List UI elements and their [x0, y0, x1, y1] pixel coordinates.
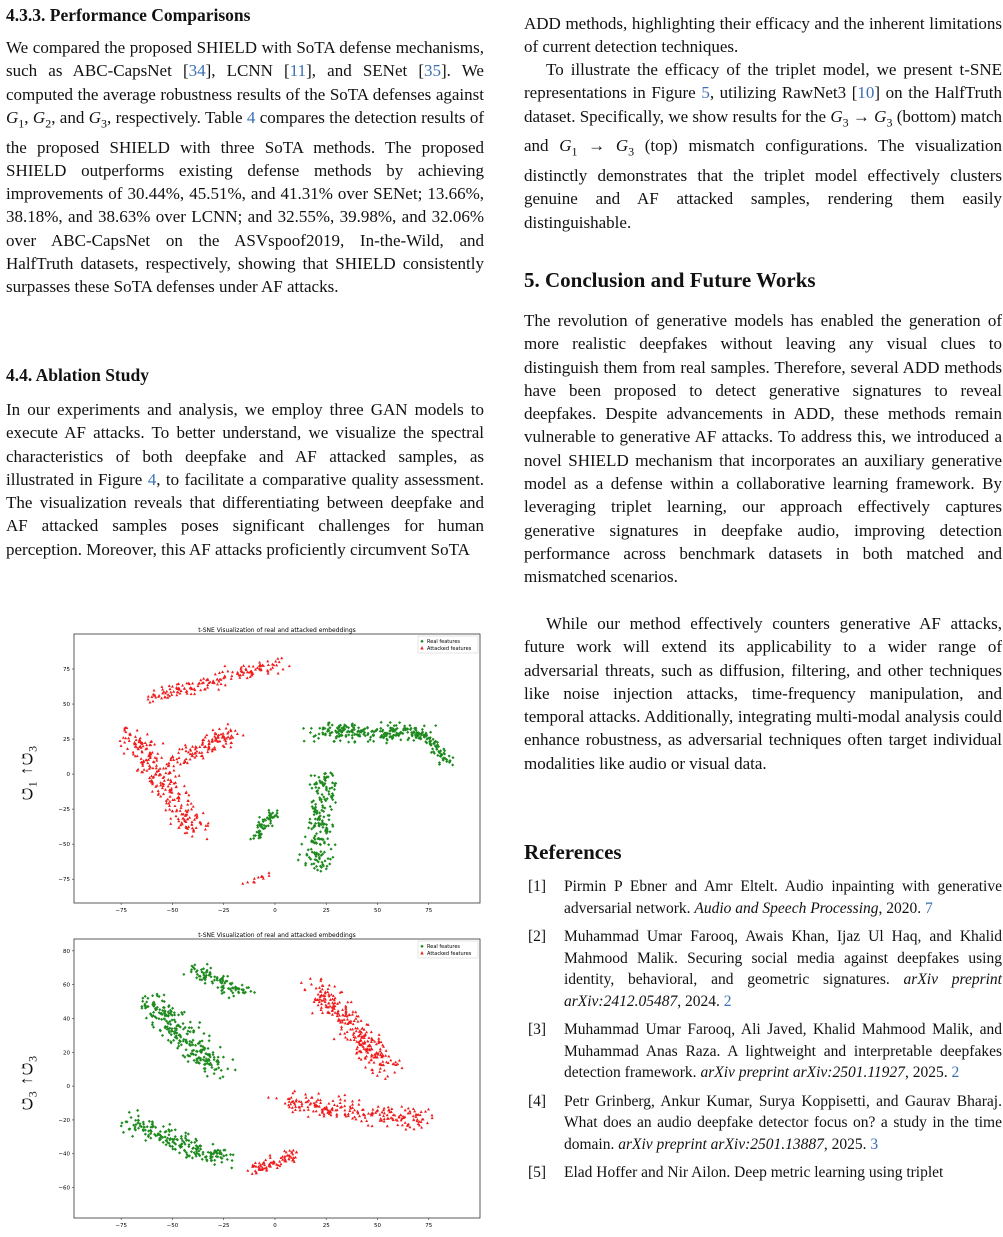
citation-link[interactable]: 10 [857, 83, 875, 103]
section-heading-4-4: 4.4. Ablation Study [6, 365, 149, 385]
ablation-study-paragraph: In our experiments and analysis, we employ three GAN models to execute AF attacks. To better understand, we visualize the spectral characteristics of both deepfake and AF attacked samples, as illustrated in Figure 4, to facilitate a comparative quality assessment. The visualization reveals that differentiating between deepfake and AF attacked samples poses significant challenges for human perception. Moreover, this AF attacks proficiently circumvent SoTA [6, 400, 485, 559]
y-tick-label: 40 [63, 1016, 70, 1023]
math-subscript: 1 [18, 116, 25, 131]
citation-link[interactable]: 5 [701, 83, 710, 103]
y-tick-label: 75 [63, 667, 70, 674]
citation-link[interactable]: 4 [147, 469, 157, 489]
x-tick-label: −50 [166, 1223, 179, 1229]
references-heading: References [524, 840, 622, 864]
plot-ylabel-bottom: $G_3\to G_3$ [18, 1055, 40, 1114]
math-symbol: G [6, 107, 19, 127]
math-symbol: G [32, 107, 46, 127]
math-subscript: 3 [628, 144, 635, 159]
reference-venue: arXiv preprint arXiv:2501.13887 [618, 1135, 824, 1153]
reference-number: [3] [528, 1021, 547, 1038]
x-tick-label: 0 [273, 908, 277, 914]
x-tick-label: 50 [373, 908, 381, 914]
y-tick-label: 20 [63, 1050, 70, 1057]
x-tick-label: −25 [217, 908, 230, 914]
tsne-paragraph: To illustrate the efficacy of the triplet model, we present t-SNE representations in Figure 5, utilizing RawNet3 [10] on the HalfTruth dataset. Specifically, we show results for the $G_3 \to G_3$ (bottom) match and $G_1 \to G_3$ (top) mismatch configurations. The visualization distinctly demonstrates that the triplet model effectively clusters genuine and AF attacked samples, rendering them easily distinguishable. [524, 60, 1003, 232]
section-heading-5: 5. Conclusion and Future Works [524, 268, 816, 292]
x-tick-label: 25 [322, 1223, 330, 1229]
x-tick-label: −75 [115, 908, 127, 914]
x-tick-label: 75 [425, 1223, 433, 1229]
reference-item: [5] Elad Hoffer and Nir Ailon. Deep metric learning using triplet [524, 1162, 1002, 1184]
citation-link[interactable]: 35 [424, 61, 442, 81]
y-tick-label: 0 [66, 772, 70, 779]
citation-link[interactable]: 4 [246, 107, 256, 127]
x-tick-label: 75 [425, 908, 433, 914]
x-tick-label: 25 [322, 908, 330, 914]
y-tick-label: 60 [63, 982, 70, 989]
plot-frame [74, 939, 480, 1218]
performance-comparisons-paragraph: We compared the proposed SHIELD with SoTA defense mechanisms, such as ABC-CapsNet [34], LCNN [11], and SENet [35]. We computed the average robustness results of the SoTA defenses against $G_1$, $G_2$, and $G_3$, respectively. Table 4 compares the detection results of the proposed SHIELD with three SoTA methods. The proposed SHIELD outperforms existing defense methods by achieving improvements of 30.44%, 45.51%, and 41.31% over SENet; 13.66%, 38.18%, and 38.63% over LCNN; and 32.55%, 39.98%, and 32.06% over ABC-CapsNet on the ASVspoof2019, In-the-Wild, and HalfTruth datasets, respectively, showing that SHIELD consistently surpasses these SoTA defenses under AF attacks. [6, 38, 484, 297]
continued-paragraph: ADD methods, highlighting their efficacy and the inherent limitations of current detection techniques. [524, 14, 1002, 57]
conclusion-paragraph-1: The revolution of generative models has enabled the generation of more realistic deepfakes without leaving any visual clues to distinguish them from real samples. Therefore, several ADD methods have been proposed to detect generative signatures to reveal deepfakes. Despite advancements in ADD, these methods remain vulnerable to generative AF attacks. To address this, we introduced a novel SHIELD mechanism that incorporates an auxiliary generative model as a defense within a collaborative learning framework. By leveraging triplet learning, our approach effectively captures generative signatures in deepfake audio, improving detection performance across benchmark datasets in both matched and mismatched scenarios. [524, 311, 1002, 587]
math-symbol: G [830, 106, 843, 126]
y-tick-label: −20 [58, 1117, 70, 1124]
chart-title: t-SNE Visualization of real and attacked embeddings [198, 627, 356, 634]
legend-real-label: Real features [427, 944, 461, 950]
y-tick-label: −60 [58, 1185, 70, 1192]
reference-venue: arXiv preprint arXiv:2412.05487 [564, 971, 1002, 1010]
y-tick-label: −75 [58, 877, 70, 884]
reference-backlink[interactable]: 2 [951, 1064, 960, 1081]
tsne-figure [6, 624, 484, 1236]
tsne-chart-bottom [52, 929, 484, 1236]
chart-title: t-SNE Visualization of real and attacked embeddings [198, 932, 356, 939]
y-tick-label: 80 [63, 948, 70, 955]
citation-link[interactable]: 34 [188, 61, 206, 81]
reference-backlink[interactable]: 3 [870, 1135, 879, 1153]
math-symbol: G [874, 106, 887, 126]
y-tick-label: −25 [58, 807, 70, 814]
tsne-chart-top [52, 624, 484, 921]
citation-link[interactable]: 11 [289, 61, 307, 81]
x-tick-label: 0 [273, 1223, 277, 1229]
reference-backlink[interactable]: 7 [925, 899, 933, 917]
legend-attacked-label: Attacked features [427, 951, 472, 957]
math-symbol: G [559, 136, 572, 156]
y-tick-label: −40 [58, 1151, 70, 1158]
y-tick-label: −50 [58, 842, 70, 849]
reference-item: [3] Muhammad Umar Farooq, Ali Javed, Khalid Mahmood Malik, and Muhammad Anas Raza. A lightweight and interpretable deepfakes detection framework. arXiv preprint arXiv:2501.11927, 2025. 2 [528, 1021, 1002, 1081]
math-symbol: G [88, 107, 102, 127]
math-subscript: 3 [886, 114, 893, 129]
math-subscript: 3 [101, 116, 108, 131]
reference-item: [4] Petr Grinberg, Ankur Kumar, Surya Koppisetti, and Gaurav Bharaj. What does an audio deepfake detector focus on? a study in the time domain. arXiv preprint arXiv:2501.13887, 2025. 3 [528, 1092, 1002, 1153]
reference-item: [1] Pirmin P Ebner and Amr Eltelt. Audio inpainting with generative adversarial network. Audio and Speech Processing, 2020. 7 [528, 878, 1002, 917]
math-subscript: 3 [842, 114, 849, 129]
reference-backlink[interactable]: 2 [723, 992, 732, 1010]
x-tick-label: 50 [373, 1223, 381, 1229]
reference-number: [4] [528, 1092, 547, 1110]
tsne-plot-top [6, 624, 484, 921]
reference-venue: arXiv preprint arXiv:2501.11927 [700, 1064, 905, 1081]
legend-real-label: Real features [427, 639, 461, 645]
x-tick-label: −25 [217, 1223, 230, 1229]
x-tick-label: −75 [115, 1223, 127, 1229]
y-tick-label: 25 [63, 737, 70, 744]
math-subscript: 1 [571, 144, 578, 159]
references-list [524, 876, 1002, 1191]
conclusion-paragraph-2: While our method effectively counters generative AF attacks, future work will extend its applicability to a wider range of adversarial threats, such as diffusion, filtering, and other techniques like noise injection attacks, time-frequency manipulation, and temporal attacks. Additionally, integrating multi-modal analysis could enhance robustness, as adversarial techniques often target individual modalities like audio or visual data. [524, 614, 1002, 773]
tsne-plot-bottom [6, 929, 484, 1236]
y-tick-label: 50 [63, 702, 70, 709]
reference-venue: Audio and Speech Processing [694, 899, 879, 917]
reference-number: [5] [528, 1164, 547, 1181]
math-symbol: G [615, 136, 629, 156]
math-subscript: 2 [45, 116, 52, 131]
reference-number: [2] [528, 928, 547, 945]
reference-number: [1] [528, 878, 547, 895]
x-tick-label: −50 [166, 908, 179, 914]
section-heading-4-3-3: 4.3.3. Performance Comparisons [6, 5, 251, 25]
y-tick-label: 0 [66, 1084, 70, 1091]
legend-attacked-label: Attacked features [427, 646, 472, 652]
plot-ylabel-top: $G_1\to G_3$ [18, 745, 40, 804]
reference-item: [2] Muhammad Umar Farooq, Awais Khan, Ijaz Ul Haq, and Khalid Mahmood Malik. Securing social media against deepfakes using identity, behavioral, and geometric signatures. arXiv preprint arXiv:2412.05487, 2024. 2 [528, 928, 1002, 1010]
